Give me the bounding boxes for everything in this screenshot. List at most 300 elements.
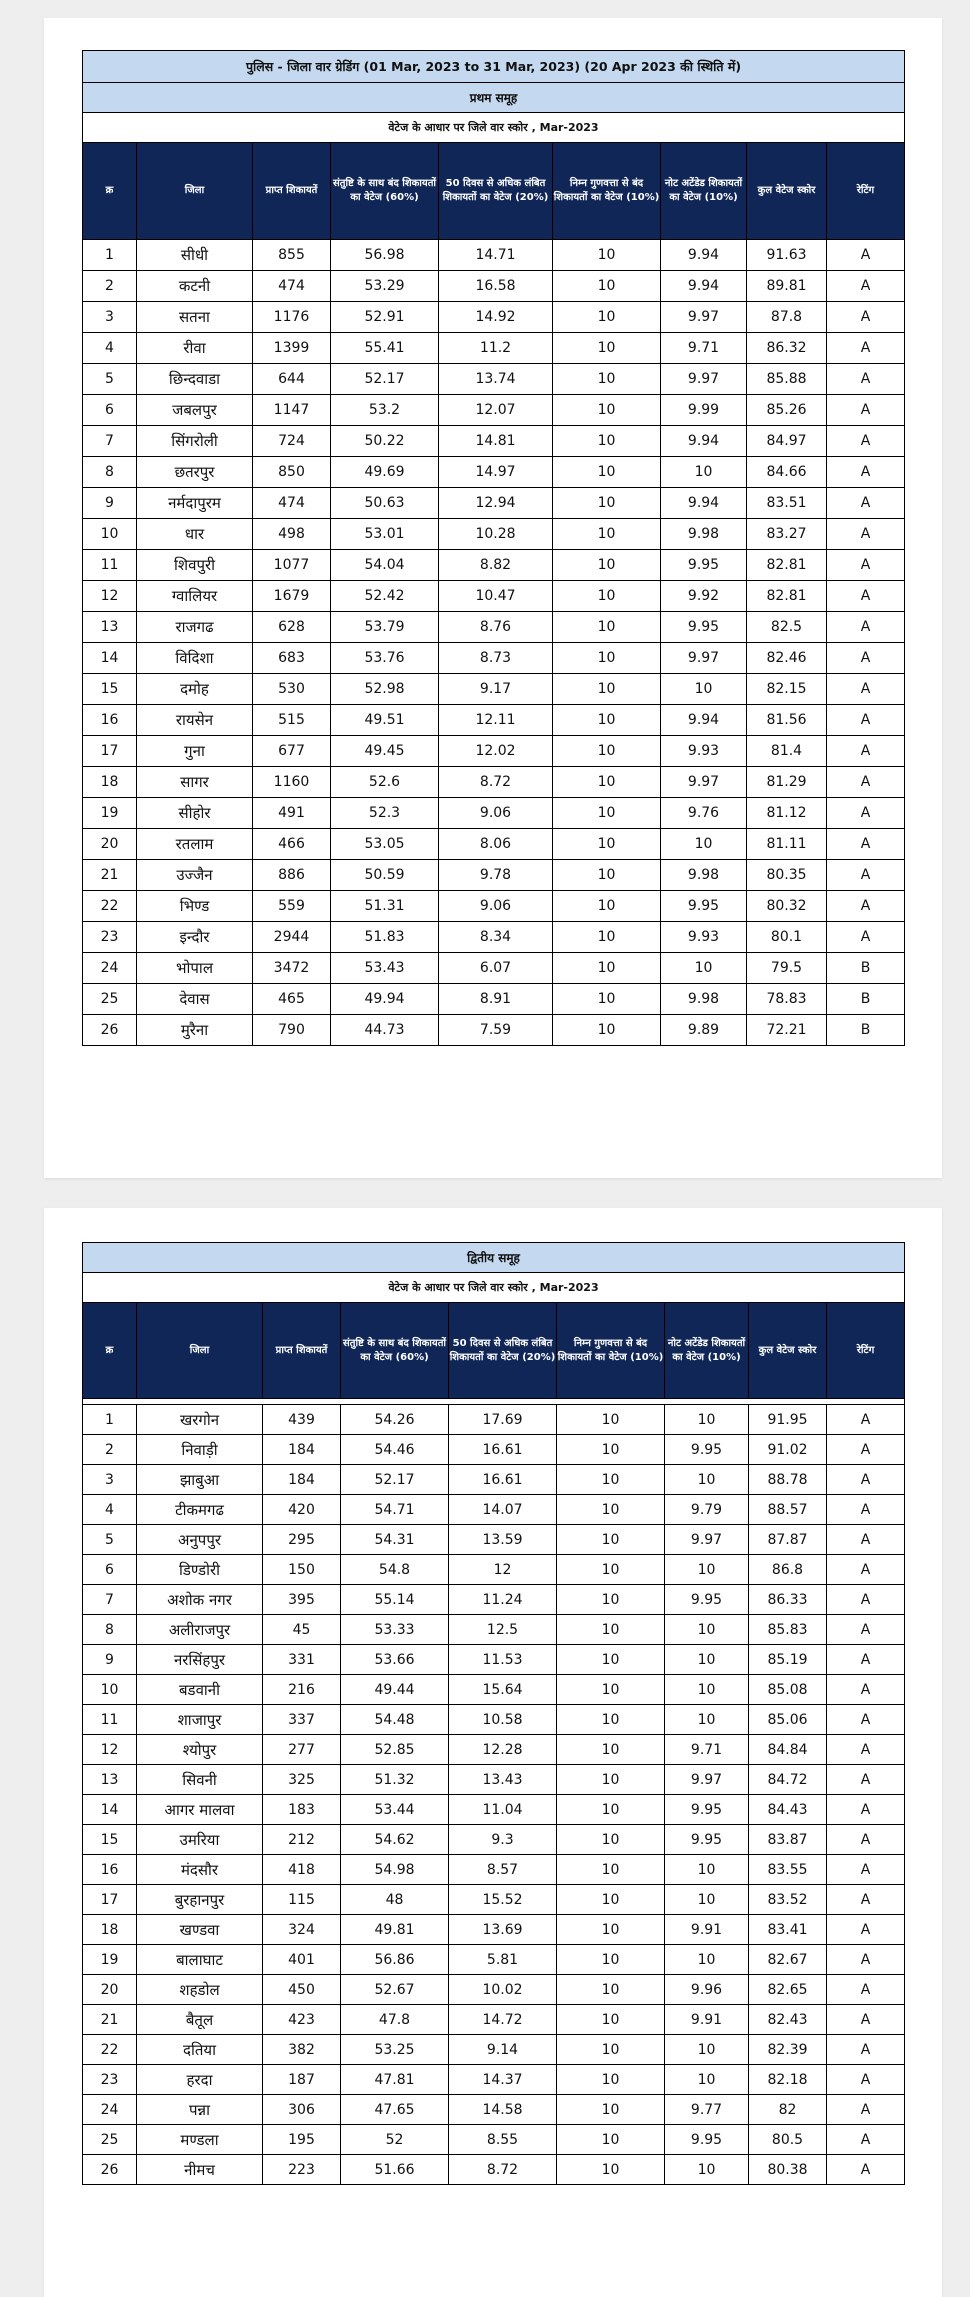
cell-over50-weight: 6.07 [439,953,553,984]
cell-low-quality-weight: 10 [557,2155,665,2185]
cell-low-quality-weight: 10 [557,1975,665,2005]
cell-sno: 13 [83,1765,137,1795]
cell-low-quality-weight: 10 [553,426,661,457]
cell-over50-weight: 10.58 [449,1705,557,1735]
cell-over50-weight: 8.57 [449,1855,557,1885]
cell-sno: 18 [83,1915,137,1945]
cell-over50-weight: 11.2 [439,333,553,364]
cell-received: 474 [253,271,331,302]
cell-received: 277 [263,1735,341,1765]
cell-not-attended-weight: 9.99 [661,395,747,426]
cell-satisfaction-weight: 54.04 [331,550,439,581]
cell-received: 450 [263,1975,341,2005]
cell-not-attended-weight: 9.71 [665,1735,749,1765]
cell-over50-weight: 9.78 [439,860,553,891]
cell-district: मंदसौर [137,1855,263,1885]
cell-total-score: 82.18 [749,2065,827,2095]
cell-rating: A [827,612,905,643]
cell-satisfaction-weight: 50.63 [331,488,439,519]
cell-sno: 11 [83,1705,137,1735]
table-row [83,302,905,333]
cell-not-attended-weight: 9.97 [661,302,747,333]
cell-rating: A [827,2065,905,2095]
cell-satisfaction-weight: 49.44 [341,1675,449,1705]
cell-total-score: 80.5 [749,2125,827,2155]
cell-low-quality-weight: 10 [553,302,661,333]
cell-rating: A [827,860,905,891]
cell-not-attended-weight: 10 [665,1705,749,1735]
cell-received: 790 [253,1015,331,1046]
cell-not-attended-weight: 10 [665,1855,749,1885]
cell-over50-weight: 9.06 [439,891,553,922]
cell-low-quality-weight: 10 [557,1495,665,1525]
table-row [83,240,905,271]
cell-low-quality-weight: 10 [553,674,661,705]
cell-satisfaction-weight: 52.3 [331,798,439,829]
table-row [83,1765,905,1795]
table-row [83,1975,905,2005]
cell-not-attended-weight: 9.98 [661,519,747,550]
cell-low-quality-weight: 10 [553,643,661,674]
cell-district: बुरहानपुर [137,1885,263,1915]
cell-not-attended-weight: 10 [661,457,747,488]
cell-rating: A [827,1795,905,1825]
cell-sno: 11 [83,550,137,581]
cell-rating: A [827,1525,905,1555]
cell-rating: A [827,1405,905,1435]
col-header-sno: क्र [83,1303,137,1399]
cell-district: हरदा [137,2065,263,2095]
cell-low-quality-weight: 10 [557,1645,665,1675]
cell-received: 886 [253,860,331,891]
table-row [83,1915,905,1945]
cell-satisfaction-weight: 56.86 [341,1945,449,1975]
cell-rating: B [827,953,905,984]
cell-sno: 22 [83,2035,137,2065]
cell-satisfaction-weight: 56.98 [331,240,439,271]
cell-sno: 10 [83,519,137,550]
cell-district: बालाघाट [137,1945,263,1975]
cell-rating: A [827,767,905,798]
cell-low-quality-weight: 10 [557,2095,665,2125]
cell-total-score: 80.32 [747,891,827,922]
cell-not-attended-weight: 10 [661,674,747,705]
cell-total-score: 81.56 [747,705,827,736]
cell-low-quality-weight: 10 [553,922,661,953]
cell-satisfaction-weight: 49.69 [331,457,439,488]
cell-received: 1077 [253,550,331,581]
cell-total-score: 85.26 [747,395,827,426]
cell-low-quality-weight: 10 [553,519,661,550]
cell-not-attended-weight: 9.95 [665,1795,749,1825]
cell-district: रायसेन [137,705,253,736]
table-row [83,519,905,550]
cell-low-quality-weight: 10 [557,1585,665,1615]
cell-rating: A [827,1555,905,1585]
cell-district: जबलपुर [137,395,253,426]
cell-over50-weight: 12.28 [449,1735,557,1765]
cell-total-score: 82 [749,2095,827,2125]
cell-satisfaction-weight: 54.8 [341,1555,449,1585]
cell-low-quality-weight: 10 [553,550,661,581]
cell-not-attended-weight: 9.77 [665,2095,749,2125]
cell-sno: 5 [83,1525,137,1555]
cell-satisfaction-weight: 53.44 [341,1795,449,1825]
cell-received: 855 [253,240,331,271]
table-row [83,643,905,674]
table-row [83,457,905,488]
cell-total-score: 84.84 [749,1735,827,1765]
cell-total-score: 86.8 [749,1555,827,1585]
cell-over50-weight: 8.06 [439,829,553,860]
cell-received: 439 [263,1405,341,1435]
cell-rating: A [827,271,905,302]
cell-rating: A [827,1705,905,1735]
cell-satisfaction-weight: 51.31 [331,891,439,922]
col-header-not-attended: नोट अटेंडेड शिकायतों का वेटेज (10%) [665,1303,749,1399]
cell-sno: 24 [83,953,137,984]
cell-district: खरगोन [137,1405,263,1435]
cell-not-attended-weight: 9.97 [661,643,747,674]
cell-received: 331 [263,1645,341,1675]
table-row [83,860,905,891]
cell-sno: 14 [83,1795,137,1825]
cell-low-quality-weight: 10 [553,240,661,271]
cell-sno: 12 [83,1735,137,1765]
cell-not-attended-weight: 9.94 [661,488,747,519]
cell-not-attended-weight: 9.95 [665,1825,749,1855]
cell-low-quality-weight: 10 [557,2005,665,2035]
cell-district: राजगढ [137,612,253,643]
cell-rating: A [827,1615,905,1645]
cell-sno: 18 [83,767,137,798]
cell-rating: A [827,1465,905,1495]
cell-over50-weight: 11.04 [449,1795,557,1825]
cell-district: टीकमगढ [137,1495,263,1525]
cell-rating: A [827,581,905,612]
cell-not-attended-weight: 10 [665,1405,749,1435]
cell-total-score: 83.87 [749,1825,827,1855]
cell-district: सीधी [137,240,253,271]
cell-low-quality-weight: 10 [557,1615,665,1645]
cell-rating: A [827,829,905,860]
cell-satisfaction-weight: 44.73 [331,1015,439,1046]
table-row [83,1015,905,1046]
cell-sno: 1 [83,1405,137,1435]
col-header-district: जिला [137,1303,263,1399]
cell-low-quality-weight: 10 [553,333,661,364]
cell-sno: 10 [83,1675,137,1705]
cell-total-score: 79.5 [747,953,827,984]
cell-over50-weight: 11.24 [449,1585,557,1615]
cell-sno: 19 [83,798,137,829]
cell-satisfaction-weight: 54.46 [341,1435,449,1465]
cell-rating: A [827,364,905,395]
cell-received: 1147 [253,395,331,426]
table-row [83,2005,905,2035]
cell-rating: A [827,2095,905,2125]
cell-sno: 4 [83,333,137,364]
cell-sno: 15 [83,1825,137,1855]
col-header-rating: रेटिंग [827,143,905,240]
table-row [83,2035,905,2065]
cell-sno: 2 [83,1435,137,1465]
table-row [83,674,905,705]
cell-not-attended-weight: 9.95 [665,1585,749,1615]
cell-district: ग्वालियर [137,581,253,612]
cell-sno: 12 [83,581,137,612]
cell-low-quality-weight: 10 [553,736,661,767]
cell-satisfaction-weight: 53.79 [331,612,439,643]
table-row [83,1465,905,1495]
cell-district: शिवपुरी [137,550,253,581]
cell-rating: A [827,1945,905,1975]
cell-sno: 24 [83,2095,137,2125]
cell-total-score: 86.32 [747,333,827,364]
cell-rating: A [827,302,905,333]
cell-received: 401 [263,1945,341,1975]
cell-low-quality-weight: 10 [553,488,661,519]
cell-received: 187 [263,2065,341,2095]
cell-not-attended-weight: 10 [665,1675,749,1705]
cell-over50-weight: 10.02 [449,1975,557,2005]
cell-low-quality-weight: 10 [557,1705,665,1735]
cell-rating: B [827,1015,905,1046]
cell-not-attended-weight: 10 [661,953,747,984]
cell-total-score: 82.81 [747,581,827,612]
cell-not-attended-weight: 10 [665,2155,749,2185]
cell-over50-weight: 13.74 [439,364,553,395]
cell-rating: A [827,395,905,426]
cell-received: 183 [263,1795,341,1825]
cell-rating: A [827,1765,905,1795]
cell-not-attended-weight: 9.95 [661,891,747,922]
group-2-table [82,1242,905,2185]
cell-low-quality-weight: 10 [553,581,661,612]
cell-rating: A [827,550,905,581]
cell-total-score: 83.52 [749,1885,827,1915]
cell-received: 491 [253,798,331,829]
cell-satisfaction-weight: 53.33 [341,1615,449,1645]
cell-low-quality-weight: 10 [553,1015,661,1046]
cell-over50-weight: 10.47 [439,581,553,612]
cell-district: इन्दौर [137,922,253,953]
cell-total-score: 91.95 [749,1405,827,1435]
cell-satisfaction-weight: 52.91 [331,302,439,333]
cell-received: 184 [263,1465,341,1495]
cell-satisfaction-weight: 49.94 [331,984,439,1015]
cell-total-score: 83.55 [749,1855,827,1885]
cell-not-attended-weight: 9.96 [665,1975,749,2005]
cell-total-score: 86.33 [749,1585,827,1615]
report-page-2 [44,1208,942,2297]
cell-rating: A [827,426,905,457]
cell-rating: A [827,519,905,550]
cell-not-attended-weight: 10 [665,1555,749,1585]
cell-rating: A [827,1885,905,1915]
cell-received: 212 [263,1825,341,1855]
cell-total-score: 84.97 [747,426,827,457]
cell-received: 423 [263,2005,341,2035]
cell-district: सिंगरोली [137,426,253,457]
report-title: पुलिस - जिला वार ग्रेडिंग (01 Mar, 2023 to 31 Mar, 2023) (20 Apr 2023 की स्थिति में) [83,51,905,83]
cell-received: 466 [253,829,331,860]
cell-district: छतरपुर [137,457,253,488]
table-row [83,1615,905,1645]
cell-low-quality-weight: 10 [557,1945,665,1975]
table-row [83,581,905,612]
cell-district: दतिया [137,2035,263,2065]
cell-received: 195 [263,2125,341,2155]
cell-over50-weight: 8.76 [439,612,553,643]
cell-district: मण्डला [137,2125,263,2155]
cell-over50-weight: 14.07 [449,1495,557,1525]
cell-satisfaction-weight: 52.85 [341,1735,449,1765]
cell-received: 295 [263,1525,341,1555]
cell-satisfaction-weight: 53.2 [331,395,439,426]
col-header-not-attended: नोट अटेंडेड शिकायतों का वेटेज (10%) [661,143,747,240]
cell-over50-weight: 10.28 [439,519,553,550]
cell-received: 1176 [253,302,331,333]
cell-total-score: 91.02 [749,1435,827,1465]
cell-sno: 23 [83,922,137,953]
table-row [83,1675,905,1705]
cell-rating: A [827,240,905,271]
cell-not-attended-weight: 9.93 [661,736,747,767]
cell-sno: 15 [83,674,137,705]
cell-district: रीवा [137,333,253,364]
cell-district: विदिशा [137,643,253,674]
table-row [83,550,905,581]
table-row [83,2155,905,2185]
cell-low-quality-weight: 10 [553,612,661,643]
cell-total-score: 84.43 [749,1795,827,1825]
cell-low-quality-weight: 10 [557,1915,665,1945]
cell-satisfaction-weight: 47.65 [341,2095,449,2125]
col-header-district: जिला [137,143,253,240]
cell-total-score: 85.88 [747,364,827,395]
cell-low-quality-weight: 10 [557,1735,665,1765]
cell-rating: A [827,1645,905,1675]
cell-district: दमोह [137,674,253,705]
cell-satisfaction-weight: 50.59 [331,860,439,891]
cell-district: छिन्दवाडा [137,364,253,395]
cell-total-score: 82.5 [747,612,827,643]
cell-satisfaction-weight: 55.41 [331,333,439,364]
cell-over50-weight: 13.59 [449,1525,557,1555]
cell-satisfaction-weight: 52 [341,2125,449,2155]
cell-district: शाजापुर [137,1705,263,1735]
cell-sno: 16 [83,705,137,736]
cell-satisfaction-weight: 54.71 [341,1495,449,1525]
cell-low-quality-weight: 10 [553,271,661,302]
cell-received: 465 [253,984,331,1015]
cell-not-attended-weight: 9.94 [661,705,747,736]
cell-low-quality-weight: 10 [557,1555,665,1585]
cell-district: भिण्ड [137,891,253,922]
table-subtitle: वेटेज के आधार पर जिले वार स्कोर , Mar-2023 [83,1273,905,1303]
cell-received: 850 [253,457,331,488]
cell-low-quality-weight: 10 [553,984,661,1015]
col-header-received: प्राप्त शिकायतें [253,143,331,240]
cell-over50-weight: 15.52 [449,1885,557,1915]
table-row [83,767,905,798]
cell-total-score: 81.4 [747,736,827,767]
cell-total-score: 81.11 [747,829,827,860]
cell-sno: 17 [83,736,137,767]
cell-low-quality-weight: 10 [553,953,661,984]
cell-over50-weight: 14.97 [439,457,553,488]
cell-satisfaction-weight: 51.83 [331,922,439,953]
cell-over50-weight: 8.34 [439,922,553,953]
cell-over50-weight: 12.94 [439,488,553,519]
cell-district: गुना [137,736,253,767]
cell-received: 324 [263,1915,341,1945]
cell-rating: A [827,1735,905,1765]
cell-low-quality-weight: 10 [557,1885,665,1915]
table-row [83,488,905,519]
cell-low-quality-weight: 10 [553,829,661,860]
cell-over50-weight: 12 [449,1555,557,1585]
cell-satisfaction-weight: 50.22 [331,426,439,457]
cell-district: नरसिंहपुर [137,1645,263,1675]
cell-satisfaction-weight: 54.26 [341,1405,449,1435]
cell-district: डिण्डोरी [137,1555,263,1585]
cell-received: 644 [253,364,331,395]
cell-not-attended-weight: 10 [665,1645,749,1675]
cell-district: पन्ना [137,2095,263,2125]
table-row [83,364,905,395]
cell-district: देवास [137,984,253,1015]
cell-rating: A [827,333,905,364]
cell-district: श्योपुर [137,1735,263,1765]
cell-district: शहडोल [137,1975,263,2005]
cell-received: 337 [263,1705,341,1735]
cell-rating: A [827,891,905,922]
cell-received: 45 [263,1615,341,1645]
cell-sno: 5 [83,364,137,395]
cell-low-quality-weight: 10 [557,1825,665,1855]
cell-received: 150 [263,1555,341,1585]
cell-satisfaction-weight: 47.8 [341,2005,449,2035]
cell-sno: 23 [83,2065,137,2095]
cell-total-score: 85.83 [749,1615,827,1645]
cell-received: 420 [263,1495,341,1525]
cell-satisfaction-weight: 55.14 [341,1585,449,1615]
cell-rating: A [827,643,905,674]
cell-total-score: 81.29 [747,767,827,798]
cell-over50-weight: 14.81 [439,426,553,457]
cell-district: उमरिया [137,1825,263,1855]
cell-low-quality-weight: 10 [557,2035,665,2065]
table-row [83,1645,905,1675]
cell-satisfaction-weight: 54.48 [341,1705,449,1735]
cell-district: अशोक नगर [137,1585,263,1615]
cell-not-attended-weight: 10 [665,2035,749,2065]
cell-district: सीहोर [137,798,253,829]
table-row [83,1705,905,1735]
cell-low-quality-weight: 10 [557,1675,665,1705]
cell-over50-weight: 16.61 [449,1435,557,1465]
cell-low-quality-weight: 10 [553,891,661,922]
cell-not-attended-weight: 9.97 [661,364,747,395]
cell-satisfaction-weight: 52.42 [331,581,439,612]
cell-sno: 6 [83,395,137,426]
cell-over50-weight: 8.91 [439,984,553,1015]
table-row [83,1735,905,1765]
cell-total-score: 82.46 [747,643,827,674]
cell-district: बडवानी [137,1675,263,1705]
